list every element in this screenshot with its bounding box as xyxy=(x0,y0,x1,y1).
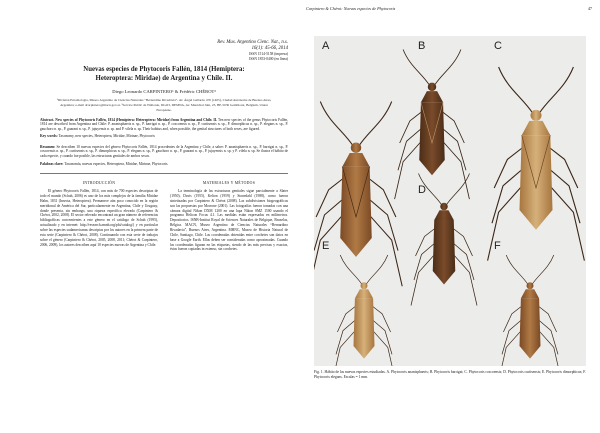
abstract-label: Abstract. New species of Phytocoris Fallén, 1814 (Hemiptera: Heteroptera: Miridae) from Argentina and Chile. II. xyxy=(40,117,218,122)
issn-online: ISSN 1853-0400 (en línea) xyxy=(249,57,288,62)
specimen-c xyxy=(488,67,585,261)
affiliation: ¹División Entomología, Museo Argentino de Ciencias Naturales “Bernardino Rivadavia”. Av. Ángel Gallardo 470 (1405), Ciudad Autónoma de Buenos Aires, Argentina; e-mail dcarpintero@macn.gov.ar. ²Service Public de Wallonie, DGO3, DEMNA, Av. Maréchal Juin, 23, BE-5030 Gembloux, Belgium, Union Européene. xyxy=(56,98,272,112)
plate-label-e: E xyxy=(322,240,330,252)
resumen-label: Resumen: xyxy=(40,144,56,149)
body-columns xyxy=(40,179,288,252)
intro-column xyxy=(40,179,158,252)
abstract-text: Ten new species of the genus Phytocoris Fallén, 1814 are described from Argentina and Chile: P. ananisphaeris n. sp., P. barrigai n. sp., P. coscoensis n. sp., P. curtisensis n. sp., P. dimorphicus n. sp., P. elegans n. sp., P. gauchoro n. sp., P. guarani n. sp., P. jujuyensis n. sp. and P. vilela n. sp. Their habitus and, when possible, the genital structures of both sexes, are figured. xyxy=(40,117,288,131)
plate-label-d: D xyxy=(418,184,426,196)
page-number: 47 xyxy=(587,6,592,11)
palabras-clave-label: Palabras clave: xyxy=(40,161,64,166)
methods-column xyxy=(170,179,288,252)
keywords xyxy=(40,134,288,139)
authors: Diego Leonardo CARPINTERO¹ & Frédéric CHÉROT² xyxy=(112,89,216,95)
specimen-b xyxy=(395,50,470,200)
divider xyxy=(40,173,288,174)
resumen xyxy=(40,145,288,159)
specimen-e xyxy=(333,255,395,366)
keywords-label: Key words: xyxy=(40,134,58,139)
title-line-2: Heteroptera: Miridae) de Argentina y Chile. II. xyxy=(95,74,233,82)
journal-citation xyxy=(180,40,288,62)
intro-heading: INTRODUCCIÓN xyxy=(82,181,116,186)
title-line-1: Nuevas especies de Phytocoris Fallén, 1814 (Hemiptera: xyxy=(83,66,245,74)
specimen-f xyxy=(499,255,561,366)
palabras-clave-text: Taxonomía, nuevas especies, Heteroptera, Miridae, Mirinae, Phytocoris. xyxy=(64,161,169,166)
palabras-clave xyxy=(40,162,288,167)
figure-caption: Fig. 1. Hábito de las nuevas especies estudiadas. A. Phytocoris ananisphaeris; B. Phytocoris barrigai; C. Phytocoris coscoensis; D. Phytocoris curtisensis; E. Phytocoris dimorphicus; F. Phytocoris elegans. Escalas = 1 mm. xyxy=(314,370,586,379)
running-header xyxy=(306,6,592,11)
issn-print: ISSN 1514-5158 (impresa) xyxy=(249,52,288,57)
resumen-text: Se describen 10 nuevas especies del género Phytocoris Fallén, 1814 procedentes de la Argentina y Chile, a saber: P. ananisphaeris n. sp., P. barrigai n. sp., P. coscoensis n. sp., P. curtisensis n. sp., P. dimorphicus n. sp., P. elegans n. sp., P. gauchoro n. sp., P. guarani n. sp., P. jujuyensis n. sp. y P. vilela n. sp. Se ilustra el hábito de cada especie, y cuando fue posible, las estructuras genitales de ambos sexos. xyxy=(40,144,288,159)
paper-title xyxy=(46,66,282,83)
running-header-text: Carpintero & Chérot: Nuevas especies de Phytocoris xyxy=(306,6,396,11)
methods-heading: MATERIALES Y MÉTODOS xyxy=(202,181,256,186)
specimen-plate-svg xyxy=(314,36,586,366)
plate-label-a: A xyxy=(322,40,330,52)
abstract xyxy=(40,118,288,132)
specimen-a xyxy=(314,102,402,287)
intro-text: El género Phytocoris Fallén, 1814, con más de 700 especies descriptas de todo el mundo (Schuh, 2006) es uno de los más complejos de la familia Miridae Hahn, 1831 (Insecta, Heteroptera). Permanece aún poco conocido en la región meridional de América del Sur, particularmente en Argentina, Chile y Uruguay, donde presenta, sin embargo, una riqueza específica elevada (Carpintero & Chérot, 2002, 2008). El sector relevado encontrará un gran número de referencias bibliográficas concernientes a este género en el catálogo de Schuh (1995), actualizado y en internet: http://research.amnh.org/pbi/catalog/) y en particular sobre las especies sudamericanas descriptas por los autores en la primera parte de esta serie (Carpintero & Chérot, 2008). Continuando con esta serie de trabajos sobre el género (Carpintero & Chérot, 2005, 2008, 2011; Chérot & Carpintero, 2006, 2009), los autores describen aquí 10 especies nuevas de Argentina y Chile. xyxy=(40,189,158,247)
left-page xyxy=(40,40,288,252)
figure-plate xyxy=(314,36,586,366)
plate-label-b: B xyxy=(418,40,426,52)
keywords-text: Taxonomy, new species, Heteroptera, Miridae, Mirinae, Phytocoris xyxy=(58,134,155,139)
methods-text: La terminología de las estructuras genitales sigue parcialmente a Slater (1950), Davis (1955), Kelton (1959) y Stonedahl (1988), como fueron sintetizadas por Carpintero & Chérot (2008). Las subdivisiones biogeográficas son las propuestas por Morrone (2001). Las fotografías fueron tomadas con una cámara digital Nikon DXM 1200 en una lupa Nikon SMZ 1500 usando el programa Helicon Focus 4.1. Las medidas están expresadas en milímetros. Depositorios. ISNB-Institut Royal de Sciences Naturales de Belgique, Bruxelas, Bélgica. MACN, Museo Argentino de Ciencias Naturales “Bernardino Rivadavia”, Buenos Aires, Argentina. MHNC, Museo de Historia Natural de Chile, Santiago, Chile. Las coordenadas obtenidas entre corchetes son datos en base a Google Earth. Ellas deben ser consideradas como aproximadas. Cuando las coordenadas figuran en las etiquetas, siendo de las más precisas y exactas, éstas fueron copiadas in extenso, sin corchetes. xyxy=(170,189,288,252)
journal-line-1: Rev. Mus. Argentino Cienc. Nat., n.s. xyxy=(217,40,288,45)
plate-label-c: C xyxy=(494,40,502,52)
plate-label-f: F xyxy=(494,240,501,252)
journal-line-2: 16(1): 45-66, 2014 xyxy=(251,46,288,52)
